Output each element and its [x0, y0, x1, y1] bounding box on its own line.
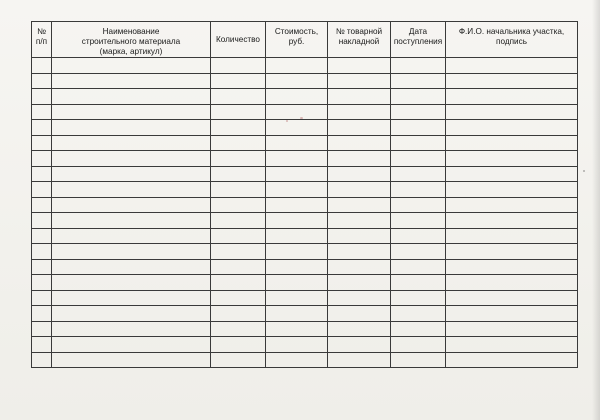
cell-qty[interactable] — [211, 244, 266, 260]
cell-date[interactable] — [391, 104, 446, 120]
cell-signature[interactable] — [446, 197, 578, 213]
cell-name[interactable] — [52, 352, 211, 368]
cell-cost[interactable] — [266, 337, 328, 353]
cell-invoice[interactable] — [328, 228, 391, 244]
cell-signature[interactable] — [446, 290, 578, 306]
cell-date[interactable] — [391, 337, 446, 353]
cell-qty[interactable] — [211, 352, 266, 368]
cell-qty[interactable] — [211, 166, 266, 182]
cell-signature[interactable] — [446, 104, 578, 120]
cell-qty[interactable] — [211, 228, 266, 244]
table-row — [32, 197, 578, 213]
cell-qty[interactable] — [211, 89, 266, 105]
table-row — [32, 244, 578, 260]
cell-cost[interactable] — [266, 352, 328, 368]
table-row — [32, 213, 578, 229]
cell-qty[interactable] — [211, 197, 266, 213]
cell-qty[interactable] — [211, 213, 266, 229]
cell-date[interactable] — [391, 275, 446, 291]
cell-invoice[interactable] — [328, 58, 391, 74]
cell-cost[interactable] — [266, 135, 328, 151]
cell-num[interactable] — [32, 244, 52, 260]
table-row — [32, 89, 578, 105]
cell-name[interactable] — [52, 259, 211, 275]
cell-date[interactable] — [391, 166, 446, 182]
cell-num[interactable] — [32, 306, 52, 322]
cell-invoice[interactable] — [328, 321, 391, 337]
cell-signature[interactable] — [446, 213, 578, 229]
table-row — [32, 259, 578, 275]
table-row — [32, 337, 578, 353]
cell-signature[interactable] — [446, 244, 578, 260]
cell-name[interactable] — [52, 275, 211, 291]
cell-date[interactable] — [391, 197, 446, 213]
table-row — [32, 290, 578, 306]
cell-name[interactable] — [52, 321, 211, 337]
cell-qty[interactable] — [211, 337, 266, 353]
cell-name[interactable] — [52, 151, 211, 167]
cell-date[interactable] — [391, 73, 446, 89]
cell-signature[interactable] — [446, 166, 578, 182]
cell-date[interactable] — [391, 58, 446, 74]
cell-cost[interactable] — [266, 197, 328, 213]
table-row — [32, 120, 578, 136]
cell-qty[interactable] — [211, 290, 266, 306]
cell-date[interactable] — [391, 228, 446, 244]
table-row — [32, 182, 578, 198]
col-header-quantity: Количество — [211, 22, 266, 58]
cell-name[interactable] — [52, 244, 211, 260]
cell-num[interactable] — [32, 259, 52, 275]
cell-date[interactable] — [391, 89, 446, 105]
cell-cost[interactable] — [266, 182, 328, 198]
cell-date[interactable] — [391, 182, 446, 198]
cell-qty[interactable] — [211, 306, 266, 322]
cell-cost[interactable] — [266, 151, 328, 167]
cell-signature[interactable] — [446, 259, 578, 275]
cell-name[interactable] — [52, 213, 211, 229]
cell-num[interactable] — [32, 352, 52, 368]
cell-cost[interactable] — [266, 73, 328, 89]
cell-qty[interactable] — [211, 182, 266, 198]
col-header-cost: Стоимость, руб. — [266, 22, 328, 58]
table-row — [32, 135, 578, 151]
cell-cost[interactable] — [266, 228, 328, 244]
table-row — [32, 166, 578, 182]
table-row — [32, 275, 578, 291]
table-row — [32, 73, 578, 89]
cell-num[interactable] — [32, 89, 52, 105]
cell-cost[interactable] — [266, 321, 328, 337]
cell-signature[interactable] — [446, 352, 578, 368]
cell-name[interactable] — [52, 135, 211, 151]
cell-date[interactable] — [391, 259, 446, 275]
cell-signature[interactable] — [446, 89, 578, 105]
cell-cost[interactable] — [266, 259, 328, 275]
cell-date[interactable] — [391, 151, 446, 167]
cell-invoice[interactable] — [328, 290, 391, 306]
paper-speck — [286, 120, 288, 122]
table-row — [32, 306, 578, 322]
cell-signature[interactable] — [446, 73, 578, 89]
cell-date[interactable] — [391, 290, 446, 306]
cell-invoice[interactable] — [328, 135, 391, 151]
cell-cost[interactable] — [266, 89, 328, 105]
cell-invoice[interactable] — [328, 244, 391, 260]
cell-date[interactable] — [391, 213, 446, 229]
cell-cost[interactable] — [266, 213, 328, 229]
cell-num[interactable] — [32, 58, 52, 74]
cell-cost[interactable] — [266, 104, 328, 120]
cell-invoice[interactable] — [328, 166, 391, 182]
cell-name[interactable] — [52, 166, 211, 182]
cell-num[interactable] — [32, 213, 52, 229]
cell-name[interactable] — [52, 73, 211, 89]
col-header-invoice-number: № товарной накладной — [328, 22, 391, 58]
cell-qty[interactable] — [211, 275, 266, 291]
cell-qty[interactable] — [211, 73, 266, 89]
cell-name[interactable] — [52, 89, 211, 105]
col-header-number: № п/п — [32, 22, 52, 58]
cell-qty[interactable] — [211, 58, 266, 74]
cell-invoice[interactable] — [328, 337, 391, 353]
materials-ledger-table — [31, 21, 578, 368]
cell-num[interactable] — [32, 321, 52, 337]
cell-qty[interactable] — [211, 321, 266, 337]
cell-name[interactable] — [52, 120, 211, 136]
table-row — [32, 151, 578, 167]
cell-cost[interactable] — [266, 244, 328, 260]
cell-signature[interactable] — [446, 58, 578, 74]
paper-speck — [583, 170, 585, 172]
cell-qty[interactable] — [211, 151, 266, 167]
cell-invoice[interactable] — [328, 104, 391, 120]
table-row — [32, 104, 578, 120]
cell-invoice[interactable] — [328, 306, 391, 322]
cell-signature[interactable] — [446, 321, 578, 337]
cell-cost[interactable] — [266, 290, 328, 306]
cell-invoice[interactable] — [328, 213, 391, 229]
header-row — [32, 22, 578, 58]
cell-name[interactable] — [52, 306, 211, 322]
cell-signature[interactable] — [446, 182, 578, 198]
cell-name[interactable] — [52, 197, 211, 213]
cell-invoice[interactable] — [328, 352, 391, 368]
cell-signature[interactable] — [446, 228, 578, 244]
cell-num[interactable] — [32, 337, 52, 353]
cell-name[interactable] — [52, 104, 211, 120]
cell-name[interactable] — [52, 58, 211, 74]
cell-cost[interactable] — [266, 120, 328, 136]
cell-date[interactable] — [391, 244, 446, 260]
cell-invoice[interactable] — [328, 197, 391, 213]
cell-signature[interactable] — [446, 337, 578, 353]
cell-qty[interactable] — [211, 104, 266, 120]
cell-signature[interactable] — [446, 275, 578, 291]
paper-speck — [300, 117, 303, 119]
cell-invoice[interactable] — [328, 73, 391, 89]
cell-cost[interactable] — [266, 166, 328, 182]
cell-invoice[interactable] — [328, 275, 391, 291]
cell-date[interactable] — [391, 352, 446, 368]
ledger-body — [32, 58, 578, 368]
cell-name[interactable] — [52, 228, 211, 244]
cell-signature[interactable] — [446, 120, 578, 136]
cell-name[interactable] — [52, 182, 211, 198]
cell-invoice[interactable] — [328, 182, 391, 198]
cell-date[interactable] — [391, 321, 446, 337]
col-header-material-name: Наименование строительного материала (марка, артикул) — [52, 22, 211, 58]
cell-cost[interactable] — [266, 275, 328, 291]
table-row — [32, 58, 578, 74]
col-header-manager-signature: Ф.И.О. начальника участка, подпись — [446, 22, 578, 58]
table-row — [32, 352, 578, 368]
cell-cost[interactable] — [266, 306, 328, 322]
table-row — [32, 228, 578, 244]
cell-num[interactable] — [32, 275, 52, 291]
cell-num[interactable] — [32, 151, 52, 167]
cell-num[interactable] — [32, 197, 52, 213]
cell-qty[interactable] — [211, 259, 266, 275]
cell-num[interactable] — [32, 120, 52, 136]
cell-num[interactable] — [32, 73, 52, 89]
cell-signature[interactable] — [446, 306, 578, 322]
cell-invoice[interactable] — [328, 259, 391, 275]
page-edge-shadow — [592, 0, 600, 420]
table-row — [32, 321, 578, 337]
cell-signature[interactable] — [446, 151, 578, 167]
cell-num[interactable] — [32, 135, 52, 151]
cell-signature[interactable] — [446, 135, 578, 151]
cell-date[interactable] — [391, 120, 446, 136]
cell-num[interactable] — [32, 182, 52, 198]
cell-date[interactable] — [391, 306, 446, 322]
cell-name[interactable] — [52, 290, 211, 306]
cell-num[interactable] — [32, 166, 52, 182]
cell-qty[interactable] — [211, 135, 266, 151]
cell-cost[interactable] — [266, 58, 328, 74]
cell-num[interactable] — [32, 228, 52, 244]
cell-invoice[interactable] — [328, 151, 391, 167]
cell-num[interactable] — [32, 104, 52, 120]
cell-date[interactable] — [391, 135, 446, 151]
ledger-header — [32, 22, 578, 58]
cell-invoice[interactable] — [328, 89, 391, 105]
cell-invoice[interactable] — [328, 120, 391, 136]
cell-name[interactable] — [52, 337, 211, 353]
cell-num[interactable] — [32, 290, 52, 306]
cell-qty[interactable] — [211, 120, 266, 136]
col-header-receipt-date: Дата поступления — [391, 22, 446, 58]
